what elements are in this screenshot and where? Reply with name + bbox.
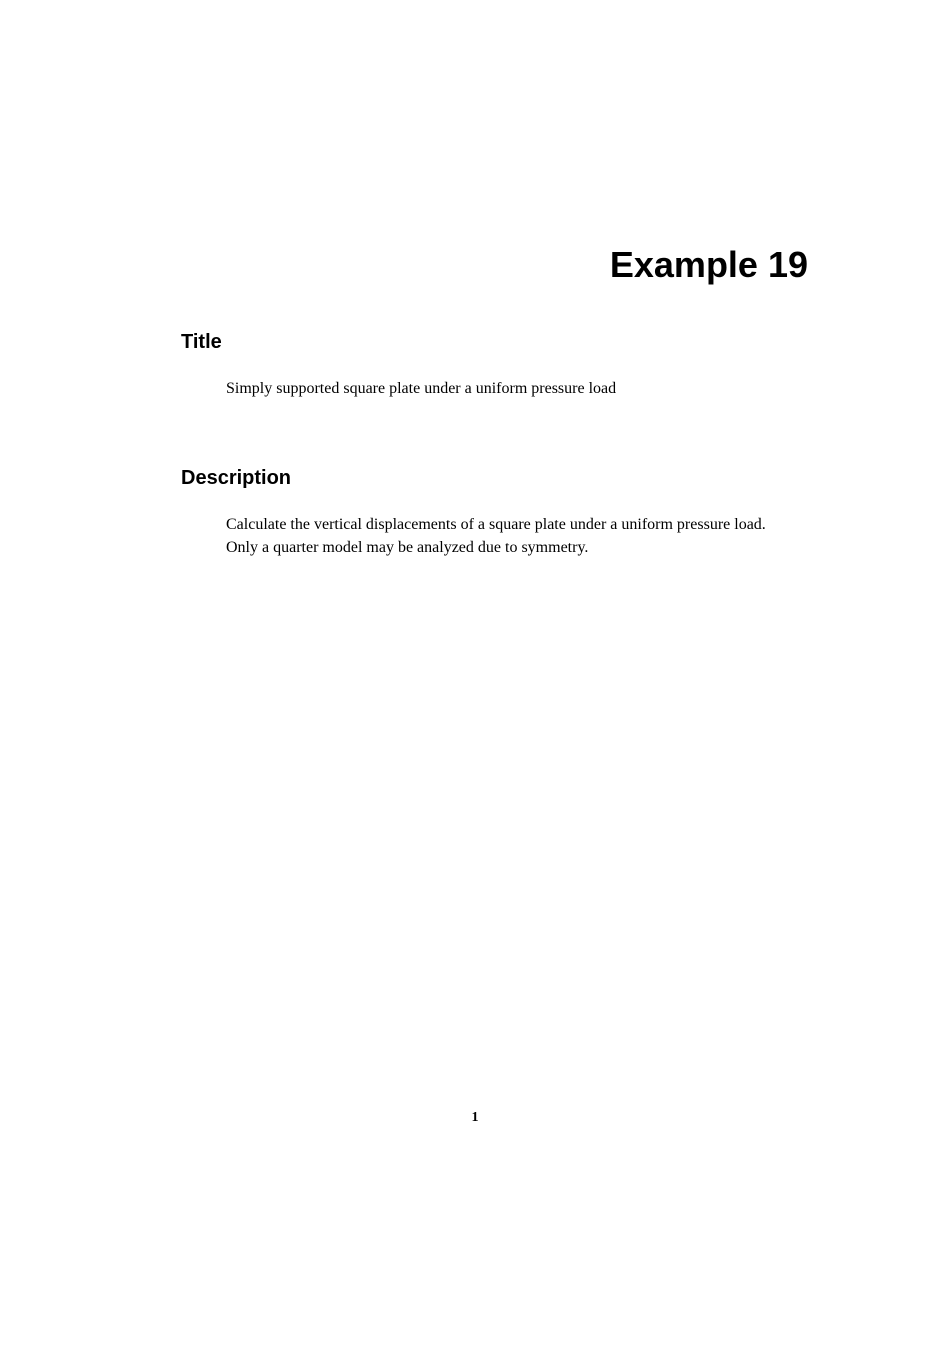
description-line: Calculate the vertical displacements of a square plate under a uniform pressure load. <box>226 516 766 533</box>
chapter-title: Example 19 <box>609 244 808 285</box>
description-text <box>226 513 766 559</box>
section-heading-description: Description <box>181 467 292 489</box>
page-number: 1 <box>471 1110 479 1125</box>
title-text: Simply supported square plate under a uniform pressure load <box>226 380 617 397</box>
section-heading-title: Title <box>181 331 222 353</box>
description-line: Only a quarter model may be analyzed due to symmetry. <box>226 539 589 556</box>
